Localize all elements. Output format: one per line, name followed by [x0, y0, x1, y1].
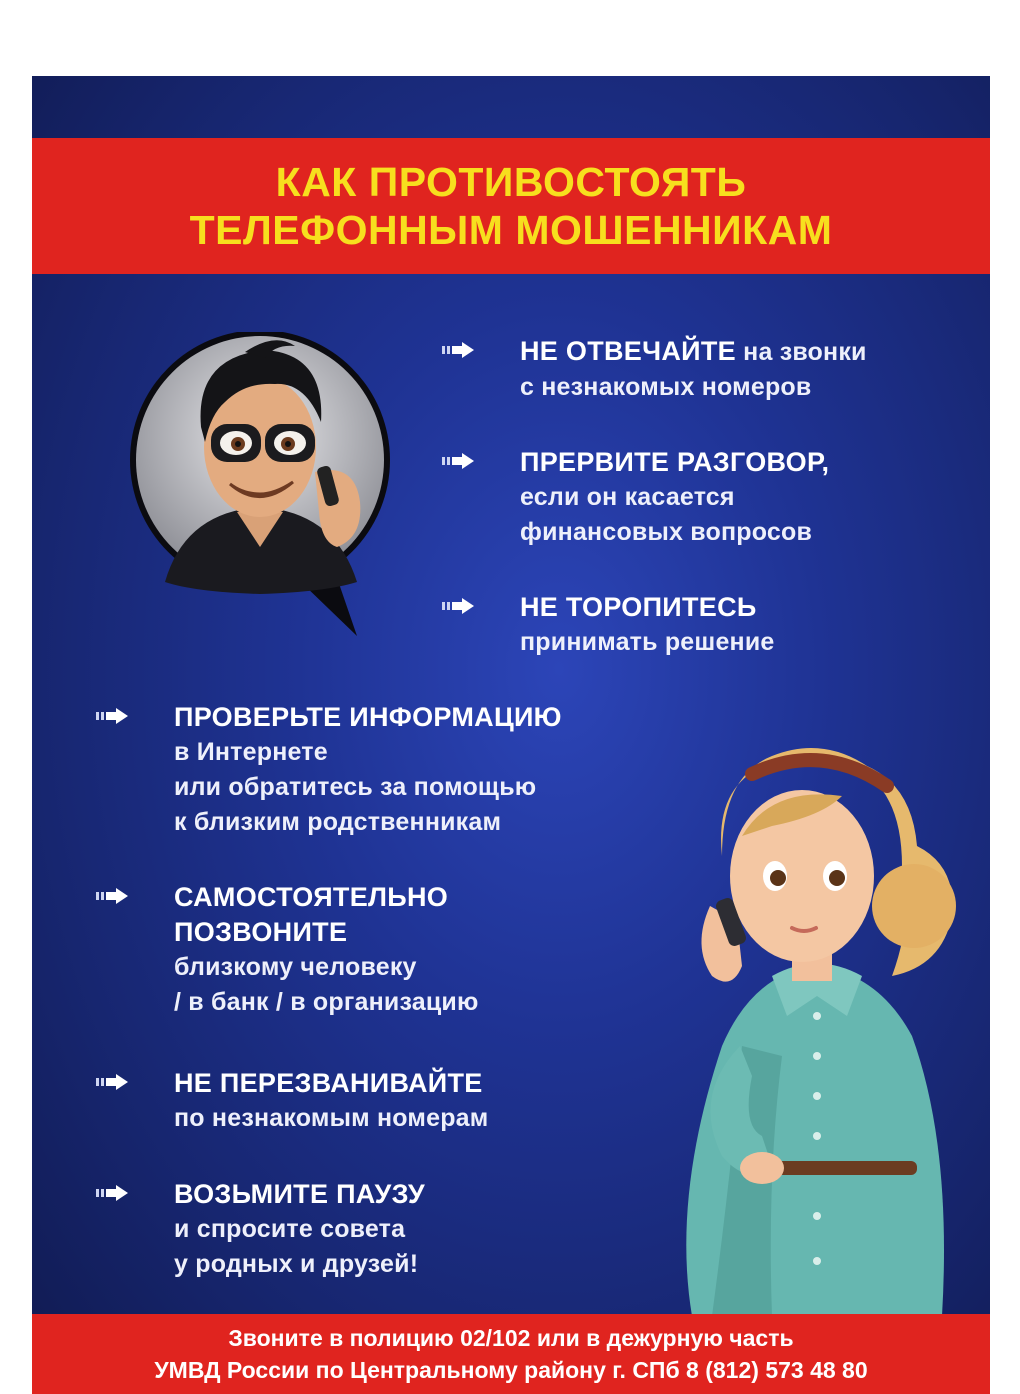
tip-3-head: НЕ ТОРОПИТЕСЬ [520, 592, 757, 622]
title-line-2: ТЕЛЕФОННЫМ МОШЕННИКАМ [189, 207, 833, 253]
tip-5-head-2: ПОЗВОНИТЕ [174, 917, 348, 947]
footer-band [32, 1314, 990, 1394]
tip-7-body-1: и спросите совета [174, 1215, 406, 1243]
tip-5-head: САМОСТОЯТЕЛЬНО [174, 882, 449, 912]
tip-5-body-1: близкому человеку [174, 953, 417, 981]
arrow-right-icon [442, 453, 474, 469]
title-line-1: КАК ПРОТИВОСТОЯТЬ [275, 159, 747, 205]
tip-7-head: ВОЗЬМИТЕ ПАУЗУ [174, 1179, 425, 1209]
tip-4-body-1: в Интернете [174, 738, 328, 766]
tip-1-body-1: с незнакомых номеров [520, 373, 812, 401]
tip-2-head: ПРЕРВИТЕ РАЗГОВОР, [520, 447, 830, 477]
tip-4-body-3: к близким родственникам [174, 808, 502, 836]
tip-5-body-2: / в банк / в организацию [174, 988, 479, 1016]
arrow-right-icon [96, 708, 128, 724]
tip-3-body-1: принимать решение [520, 628, 775, 656]
tip-4-head: ПРОВЕРЬТЕ ИНФОРМАЦИЮ [174, 702, 562, 732]
title-band [32, 138, 990, 274]
scammer-illustration [125, 332, 397, 636]
arrow-right-icon [442, 598, 474, 614]
woman-on-phone-illustration [652, 716, 970, 1316]
poster [32, 76, 990, 1394]
tip-6-head: НЕ ПЕРЕЗВАНИВАЙТЕ [174, 1068, 483, 1098]
arrow-right-icon [96, 888, 128, 904]
tip-6-body-1: по незнакомым номерам [174, 1104, 489, 1132]
arrow-right-icon [96, 1074, 128, 1090]
footer-line-2: УМВД России по Центральному району г. СПб 8 (812) 573 48 80 [154, 1357, 868, 1383]
tip-2-body-1: если он касается [520, 483, 735, 511]
tip-4-body-2: или обратитесь за помощью [174, 773, 537, 801]
arrow-right-icon [96, 1185, 128, 1201]
arrow-right-icon [442, 342, 474, 358]
tip-2-body-2: финансовых вопросов [520, 518, 813, 546]
tip-1-head: НЕ ОТВЕЧАЙТЕ на звонки [520, 336, 867, 366]
tip-7-body-2: у родных и друзей! [174, 1250, 419, 1278]
footer-line-1: Звоните в полицию 02/102 или в дежурную часть [228, 1325, 794, 1351]
